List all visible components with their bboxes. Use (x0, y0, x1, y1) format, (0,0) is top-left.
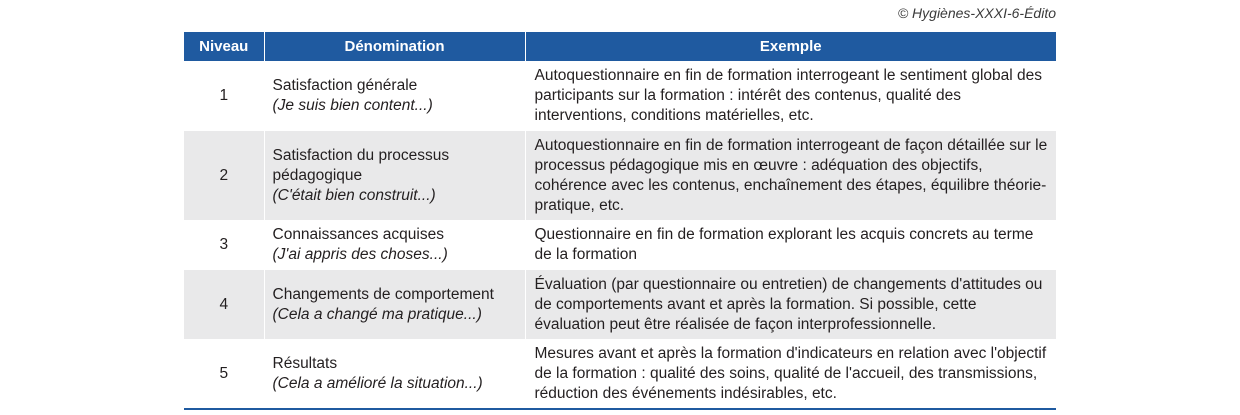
table-header-row (184, 32, 1056, 61)
description-cell: Mesures avant et après la formation d'indicateurs en relation avec l'objectif de la formation : qualité des soins, qualité de l'accueil, des transmissions, réduction des événements indésirables, etc. (525, 339, 1056, 409)
name-cell (264, 61, 525, 131)
level-cell: 5 (219, 364, 229, 382)
description-cell: Autoquestionnaire en fin de formation interrogeant le sentiment global des participants sur la formation : intérêt des contenus, qualité des interventions, conditions matérielles, etc. (525, 61, 1056, 131)
name-cell (264, 270, 525, 339)
evaluation-levels-table (184, 32, 1056, 410)
column-header-example: Exemple (525, 32, 1056, 61)
level-name: Connaissances acquises (272, 226, 444, 243)
level-quote: (Je suis bien content...) (272, 97, 433, 114)
level-cell: 2 (184, 131, 264, 220)
column-header-name: Dénomination (264, 32, 525, 61)
level-cell: 4 (184, 270, 264, 339)
level-quote: (C'était bien construit...) (272, 186, 436, 204)
description-cell: Évaluation (par questionnaire ou entretien) de changements d'attitudes ou de comportements avant et après la formation. Si possible, cette évaluation peut être réalisée de façon interprofessionnelle. (525, 270, 1056, 339)
description-cell: Questionnaire en fin de formation explorant les acquis concrets au terme de la formation (525, 220, 1056, 270)
level-name: Changements de comportement (272, 285, 494, 303)
level-cell: 3 (219, 236, 229, 253)
table-row (184, 61, 1056, 131)
description-cell: Autoquestionnaire en fin de formation interrogeant de façon détaillée sur le processus pédagogique mis en œuvre : adéquation des objectifs, cohérence avec les contenus, enchaînement des étapes, équilibre théorie-pratique, etc. (525, 131, 1056, 220)
level-name: Satisfaction du processus pédagogique (272, 146, 450, 184)
table-row (184, 270, 1056, 339)
level-name: Satisfaction générale (272, 77, 418, 94)
name-cell (264, 339, 525, 409)
level-cell: 1 (219, 87, 229, 104)
level-quote: (J'ai appris des choses...) (272, 246, 448, 263)
table-row (184, 339, 1056, 409)
copyright-notice: © Hygiènes-XXXI-6-Édito (897, 5, 1056, 21)
table-row (184, 131, 1056, 220)
level-quote: (Cela a changé ma pratique...) (272, 305, 482, 323)
table-row (184, 220, 1056, 270)
level-name: Résultats (272, 354, 338, 372)
name-cell (264, 131, 525, 220)
column-header-level: Niveau (184, 32, 264, 61)
level-quote: (Cela a amélioré la situation...) (272, 374, 483, 392)
name-cell (264, 220, 525, 270)
